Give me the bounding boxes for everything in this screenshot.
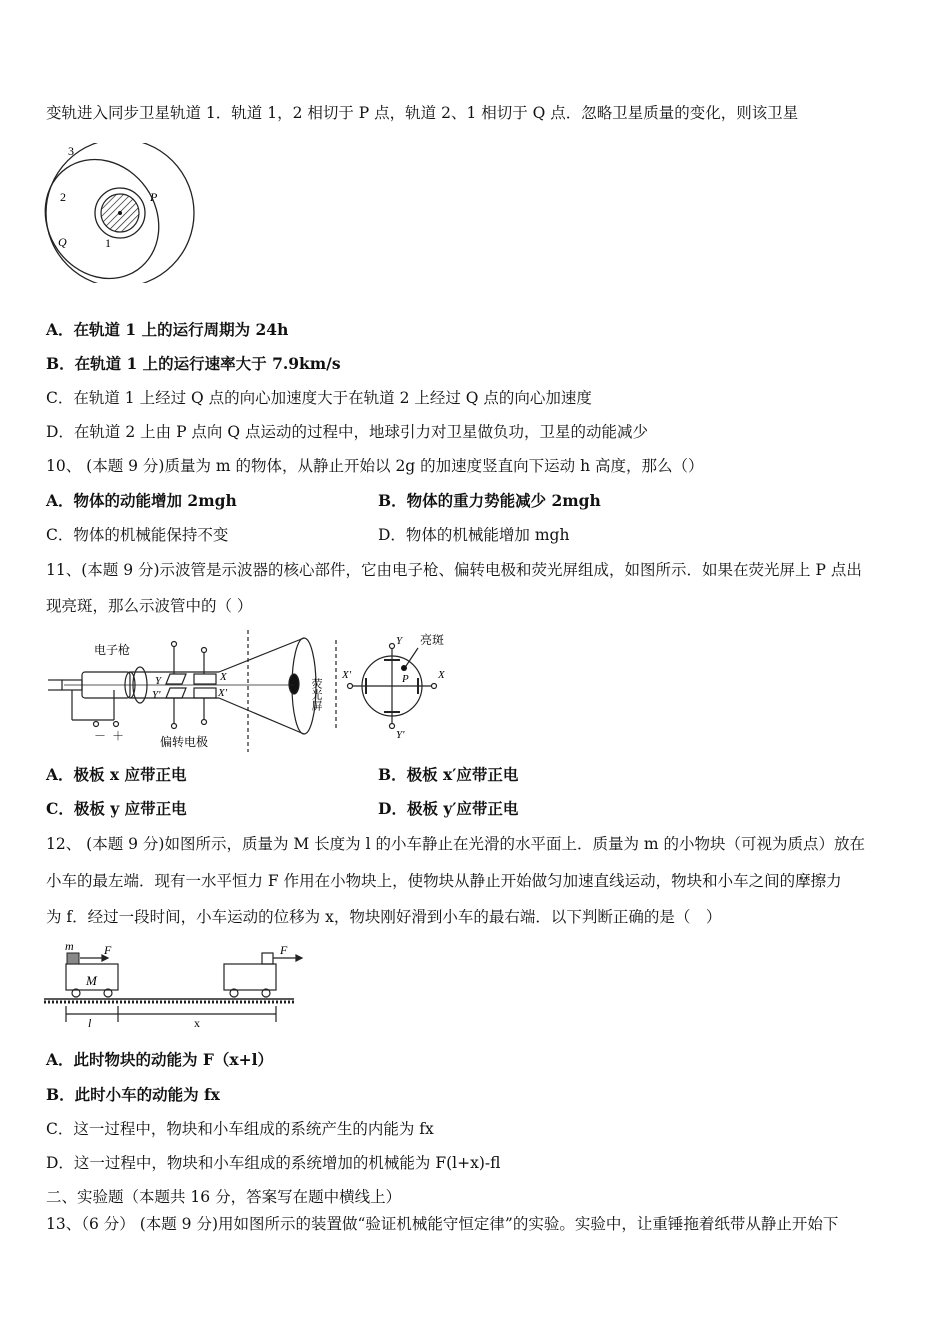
- label-Q: Q: [58, 235, 67, 249]
- q11-option-c: C．极板 y 应带正电: [46, 799, 187, 818]
- q9-option-d: D．在轨道 2 上由 P 点向 Q 点运动的过程中，地球引力对卫星做负功，卫星的动能减少: [46, 423, 648, 441]
- orbit-figure: [40, 143, 200, 283]
- label-F2: F: [280, 943, 288, 957]
- label-P: P: [150, 190, 158, 204]
- q10-option-b: B．物体的重力势能减少 2mgh: [378, 491, 601, 510]
- label-m: m: [65, 939, 74, 953]
- label-screen: 荧光屏: [310, 678, 322, 711]
- label-plate-y: Y: [155, 675, 162, 687]
- section-2-heading: 二、实验题（本题共 16 分，答案写在题中横线上）: [46, 1188, 402, 1206]
- label-gun: 电子枪: [94, 643, 131, 657]
- q12-stem-3: 为 f．经过一段时间，小车运动的位移为 x，物块刚好滑到小车的最右端．以下判断正确的是（ ）: [46, 908, 722, 926]
- label-plate-yp: Y': [152, 689, 161, 701]
- q12-stem-2: 小车的最左端．现有一水平恒力 F 作用在小物块上，使物块从静止开始做匀加速直线运动，物块和小车之间的摩擦力: [46, 872, 842, 890]
- q10-option-d: D．物体的机械能增加 mgh: [378, 526, 570, 544]
- label-minus: －: [94, 729, 107, 743]
- label-plate-xp: X': [218, 687, 228, 699]
- label-plate-x: X: [220, 671, 227, 683]
- q11-option-b: B．极板 x′应带正电: [378, 765, 519, 784]
- q12-option-d: D．这一过程中，物块和小车组成的系统增加的机械能为 F(l+x)-fl: [46, 1154, 501, 1172]
- q9-option-b: B．在轨道 1 上的运行速率大于 7.9km/s: [46, 354, 341, 373]
- label-screen-p: P: [402, 673, 409, 685]
- label-screen-xp: X': [342, 669, 352, 681]
- cart-figure: [44, 938, 306, 1030]
- label-1: 1: [105, 236, 111, 250]
- label-M: M: [86, 973, 97, 988]
- q10-stem: 10、 (本题 9 分)质量为 m 的物体，从静止开始以 2g 的加速度竖直向下运动 h 高度，那么（）: [46, 457, 704, 475]
- label-F1: F: [104, 943, 112, 957]
- label-plus: ＋: [112, 729, 125, 743]
- q11-stem-1: 11、(本题 9 分)示波管是示波器的核心部件，它由电子枪、偏转电极和荧光屏组成，如图所示．如果在荧光屏上 P 点出: [46, 561, 862, 579]
- q12-stem-1: 12、 (本题 9 分)如图所示，质量为 M 长度为 l 的小车静止在光滑的水平面上．质量为 m 的小物块（可视为质点）放在: [46, 835, 866, 853]
- q12-option-c: C．这一过程中，物块和小车组成的系统产生的内能为 fx: [46, 1120, 434, 1138]
- q12-option-b: B．此时小车的动能为 fx: [46, 1085, 220, 1104]
- intro-line: 变轨进入同步卫星轨道 1．轨道 1，2 相切于 P 点，轨道 2、1 相切于 Q 点．忽略卫星质量的变化，则该卫星: [46, 104, 799, 122]
- label-screen-x: X: [438, 669, 445, 681]
- q9-option-a: A．在轨道 1 上的运行周期为 24h: [46, 320, 289, 339]
- q11-stem-2: 现亮斑，那么示波管中的（ ）: [46, 597, 253, 615]
- q11-option-a: A．极板 x 应带正电: [46, 765, 187, 784]
- label-spot: 亮斑: [420, 633, 445, 647]
- label-deflect: 偏转电极: [160, 735, 209, 749]
- label-l: l: [88, 1016, 92, 1030]
- label-2: 2: [60, 190, 66, 204]
- q10-option-a: A．物体的动能增加 2mgh: [46, 491, 237, 510]
- label-screen-y: Y: [396, 635, 403, 647]
- q10-option-c: C．物体的机械能保持不变: [46, 526, 229, 544]
- label-x: x: [194, 1016, 200, 1030]
- q11-option-d: D．极板 y′应带正电: [378, 799, 519, 818]
- q13-stem: 13、（6 分） (本题 9 分)用如图所示的装置做“验证机械能守恒定律”的实验。实验中，让重锤拖着纸带从静止开始下: [46, 1215, 839, 1233]
- q12-option-a: A．此时物块的动能为 F（x+l）: [46, 1050, 274, 1069]
- label-3: 3: [68, 144, 74, 158]
- oscilloscope-figure: [44, 628, 454, 754]
- label-screen-yp: Y': [396, 729, 405, 741]
- q9-option-c: C．在轨道 1 上经过 Q 点的向心加速度大于在轨道 2 上经过 Q 点的向心加速度: [46, 389, 592, 407]
